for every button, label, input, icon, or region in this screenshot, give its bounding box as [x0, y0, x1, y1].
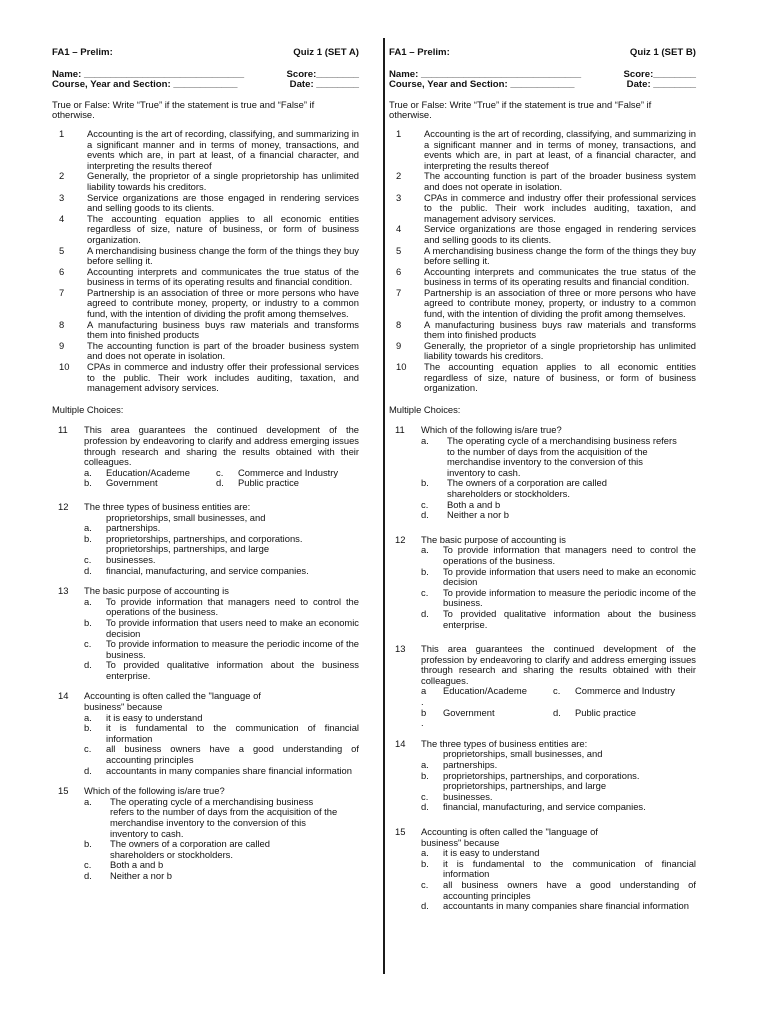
- name-field: Name: ______________________________: [52, 68, 245, 80]
- tf-item: 5 A merchandising business change the form of the things they buy before selling it.: [396, 244, 696, 267]
- quiz-set-a: [52, 48, 359, 882]
- mc-question: 13 The basic purpose of accounting is a. To provide information that managers need to control the operations of the business. b. To provide information that users need to make an economic decision c. To provide information to measure the periodic income of the business. d. To provided qualitative information about the business enterprise.: [52, 586, 359, 681]
- student-info: [52, 70, 359, 91]
- tf-item: 3 CPAs in commerce and industry offer their professional services to the public. Their work includes auditing, taxation, and management advisory services.: [396, 191, 696, 224]
- tf-item: 1 Accounting is the art of recording, classifying, and summarizing in a significant manner and in terms of money, transactions, and events which are, in part at least, of a financial character, and interpreting the results thereof: [59, 127, 360, 171]
- tf-instruction: True or False: Write “True” if the statement is true and “False” if otherwise.: [389, 98, 652, 121]
- mc-question: 11 Which of the following is/are true? a. The operating cycle of a merchandising business refers to the number of days from the acquisition of the merchandise inventory to the conversion of this inventory to cash. b. The owners of a corporation are called shareholders or stockholders. c. Both a and b d. Neither a nor b: [389, 425, 696, 520]
- course-year-section-field: Course, Year and Section: ____________: [389, 79, 575, 91]
- mc-question: 13 This area guarantees the continued development of the profession by endeavoring to clarify and address emerging issues through research and sharing the results obtained with their colleagues. a Education/Academe c. Commerce and Industry . b Government d. Public practice .: [389, 644, 696, 729]
- tf-item: 10 The accounting equation applies to all economic entities regardless of size, nature of business, or form of business organization.: [396, 361, 696, 394]
- mc-question: 11 This area guarantees the continued development of the profession by endeavoring to clarify and address emerging issues through research and sharing the results obtained with their colleagues. a. Education/Academe c. Commerce and Industry b. Government d. Public practice: [52, 425, 359, 489]
- mc-question: 12 The basic purpose of accounting is a. To provide information that managers need to control the operations of the business. b. To provide information that users need to make an economic decision c. To provide information to measure the periodic income of the business. d. To provided qualitative information about the business enterprise.: [389, 535, 696, 630]
- quiz-header: [389, 48, 696, 59]
- tf-instruction: True or False: Write “True” if the statement is true and “False” if otherwise.: [52, 98, 315, 121]
- mc-heading: Multiple Choices:: [52, 403, 124, 415]
- tf-item: 2 The accounting function is part of the broader business system and does not operate in isolation.: [396, 170, 696, 192]
- mc-question: 15 Accounting is often called the "language of business" because a. it is easy to understand b. it is fundamental to the communication of financial information c. all business owners have a good understanding of accounting principles d. accountants in many companies share financial information: [389, 827, 696, 912]
- true-false-list: [389, 129, 696, 394]
- mc-question: 14 Accounting is often called the "language of business" because a. it is easy to understand b. it is fundamental to the communication of financial information c. all business owners have a good understanding of accounting principles d. accountants in many companies share financial information: [52, 691, 359, 776]
- course-title: FA1 – Prelim:: [52, 47, 113, 58]
- mc-options: a. The operating cycle of a merchandising business refers to the number of days from the acquisition of the merchandise inventory to the conversion of this inventory to cash. b. The owners of a corporation are called shareholders or stockholders. c. Both a and b d. Neither a nor b: [421, 435, 677, 521]
- mc-options: a. it is easy to understand b. it is fundamental to the communication of financial information c. all business owners have a good understanding of accounting principles d. accountants in many companies share financial information: [421, 847, 696, 912]
- mc-options: a. it is easy to understand b. it is fundamental to the communication of financial information c. all business owners have a good understanding of accounting principles d. accountants in many companies share financial information: [84, 711, 359, 776]
- true-false-list: [52, 129, 359, 394]
- tf-item: 8 A manufacturing business buys raw materials and transforms them into finished products: [59, 318, 359, 341]
- tf-item: 9 Generally, the proprietor of a single proprietorship has unlimited liability towards his creditors.: [396, 339, 696, 362]
- mc-options: a. partnerships. b. proprietorships, partnerships, and corporations.: [84, 522, 303, 544]
- student-info: [389, 70, 696, 91]
- mc-options: a Education/Academe c. Commerce and Industry . b Government d. Public practice .: [421, 685, 676, 729]
- tf-item: 6 Accounting interprets and communicates the true status of the business in terms of its operating results and financial condition.: [396, 265, 696, 288]
- mc-heading: Multiple Choices:: [389, 403, 461, 415]
- tf-item: 3 Service organizations are those engaged in rendering services and selling goods to its clients.: [59, 191, 359, 214]
- quiz-title: Quiz 1 (SET A): [293, 47, 359, 58]
- mc-options: a. partnerships. b. proprietorships, partnerships, and corporations.: [421, 759, 640, 781]
- mc-options: a. Education/Academe c. Commerce and Industry b. Government d. Public practice: [84, 466, 339, 489]
- tf-item: 4 The accounting equation applies to all economic entities regardless of size, nature of business, or form of business organization.: [59, 212, 359, 245]
- mc-options: a. To provide information that managers need to control the operations of the business. b. To provide information that users need to make an economic decision c. To provide information to measure the periodic income of the business. d. To provided qualitative information about the business enterprise.: [84, 595, 359, 681]
- quiz-set-b: [389, 48, 696, 912]
- tf-item: 9 The accounting function is part of the broader business system and does not operate in isolation.: [59, 339, 359, 362]
- mc-options: a. To provide information that managers need to control the operations of the business. b. To provide information that users need to make an economic decision c. To provide information to measure the periodic income of the business. d. To provided qualitative information about the business enterprise.: [421, 544, 696, 630]
- date-field: Date: ________: [626, 79, 696, 91]
- tf-item: 7 Partnership is an association of three or more persons who have agreed to contribute money, property, or industry to a common fund, with the intention of dividing the profit among themselves.: [396, 286, 696, 320]
- score-field: Score:________: [623, 68, 696, 80]
- mc-question: 15 Which of the following is/are true? a. The operating cycle of a merchandising business refers to the number of days from the acquisition of the merchandise inventory to the conversion of this inventory to cash. b. The owners of a corporation are called shareholders or stockholders. c. Both a and b d. Neither a nor b: [52, 786, 359, 881]
- mc-question: 14 The three types of business entities are: proprietorships, small businesses, and a. partnerships. b. proprietorships, partnerships, and corporations. proprietorships, partnerships, and large c. businesses. d. financial, manufacturing, and service companies.: [389, 739, 696, 813]
- quiz-title: Quiz 1 (SET B): [629, 47, 696, 58]
- multiple-choice-list: [52, 425, 359, 881]
- tf-item: 1 Accounting is the art of recording, classifying, and summarizing in a significant manner and in terms of money, transactions, and events which are, in part at least, of a financial character, and interpreting the results thereof: [396, 127, 697, 171]
- course-title: FA1 – Prelim:: [389, 47, 450, 58]
- quiz-header: [52, 48, 359, 59]
- score-field: Score:________: [286, 68, 359, 80]
- tf-item: 8 A manufacturing business buys raw materials and transforms them into finished products: [396, 318, 696, 341]
- mc-options: a. The operating cycle of a merchandising business refers to the number of days from the acquisition of the merchandise inventory to the conversion of this inventory to cash. b. The owners of a corporation are called shareholders or stockholders. c. Both a and b d. Neither a nor b: [84, 795, 338, 881]
- name-field: Name: ______________________________: [389, 68, 582, 80]
- tf-item: 6 Accounting interprets and communicates the true status of the business in terms of its operating results and financial condition.: [59, 265, 359, 288]
- date-field: Date: ________: [289, 79, 359, 91]
- multiple-choice-list: [389, 425, 696, 911]
- tf-item: 10 CPAs in commerce and industry offer their professional services to the public. Their work includes auditing, taxation, and management advisory services.: [59, 361, 359, 394]
- mc-question: 12 The three types of business entities are: proprietorships, small businesses, and a. partnerships. b. proprietorships, partnerships, and corporations. proprietorships, partnerships, and large c. businesses. d. financial, manufacturing, and service companies.: [52, 502, 359, 576]
- tf-item: 5 A merchandising business change the form of the things they buy before selling it.: [59, 244, 359, 267]
- column-divider: [383, 38, 385, 974]
- course-year-section-field: Course, Year and Section: ____________: [52, 79, 238, 91]
- tf-item: 2 Generally, the proprietor of a single proprietorship has unlimited liability towards his creditors.: [59, 170, 359, 192]
- tf-item: 4 Service organizations are those engaged in rendering services and selling goods to its clients.: [396, 223, 696, 245]
- tf-item: 7 Partnership is an association of three or more persons who have agreed to contribute money, property, or industry to a common fund, with the intention of dividing the profit among themselves.: [59, 286, 359, 320]
